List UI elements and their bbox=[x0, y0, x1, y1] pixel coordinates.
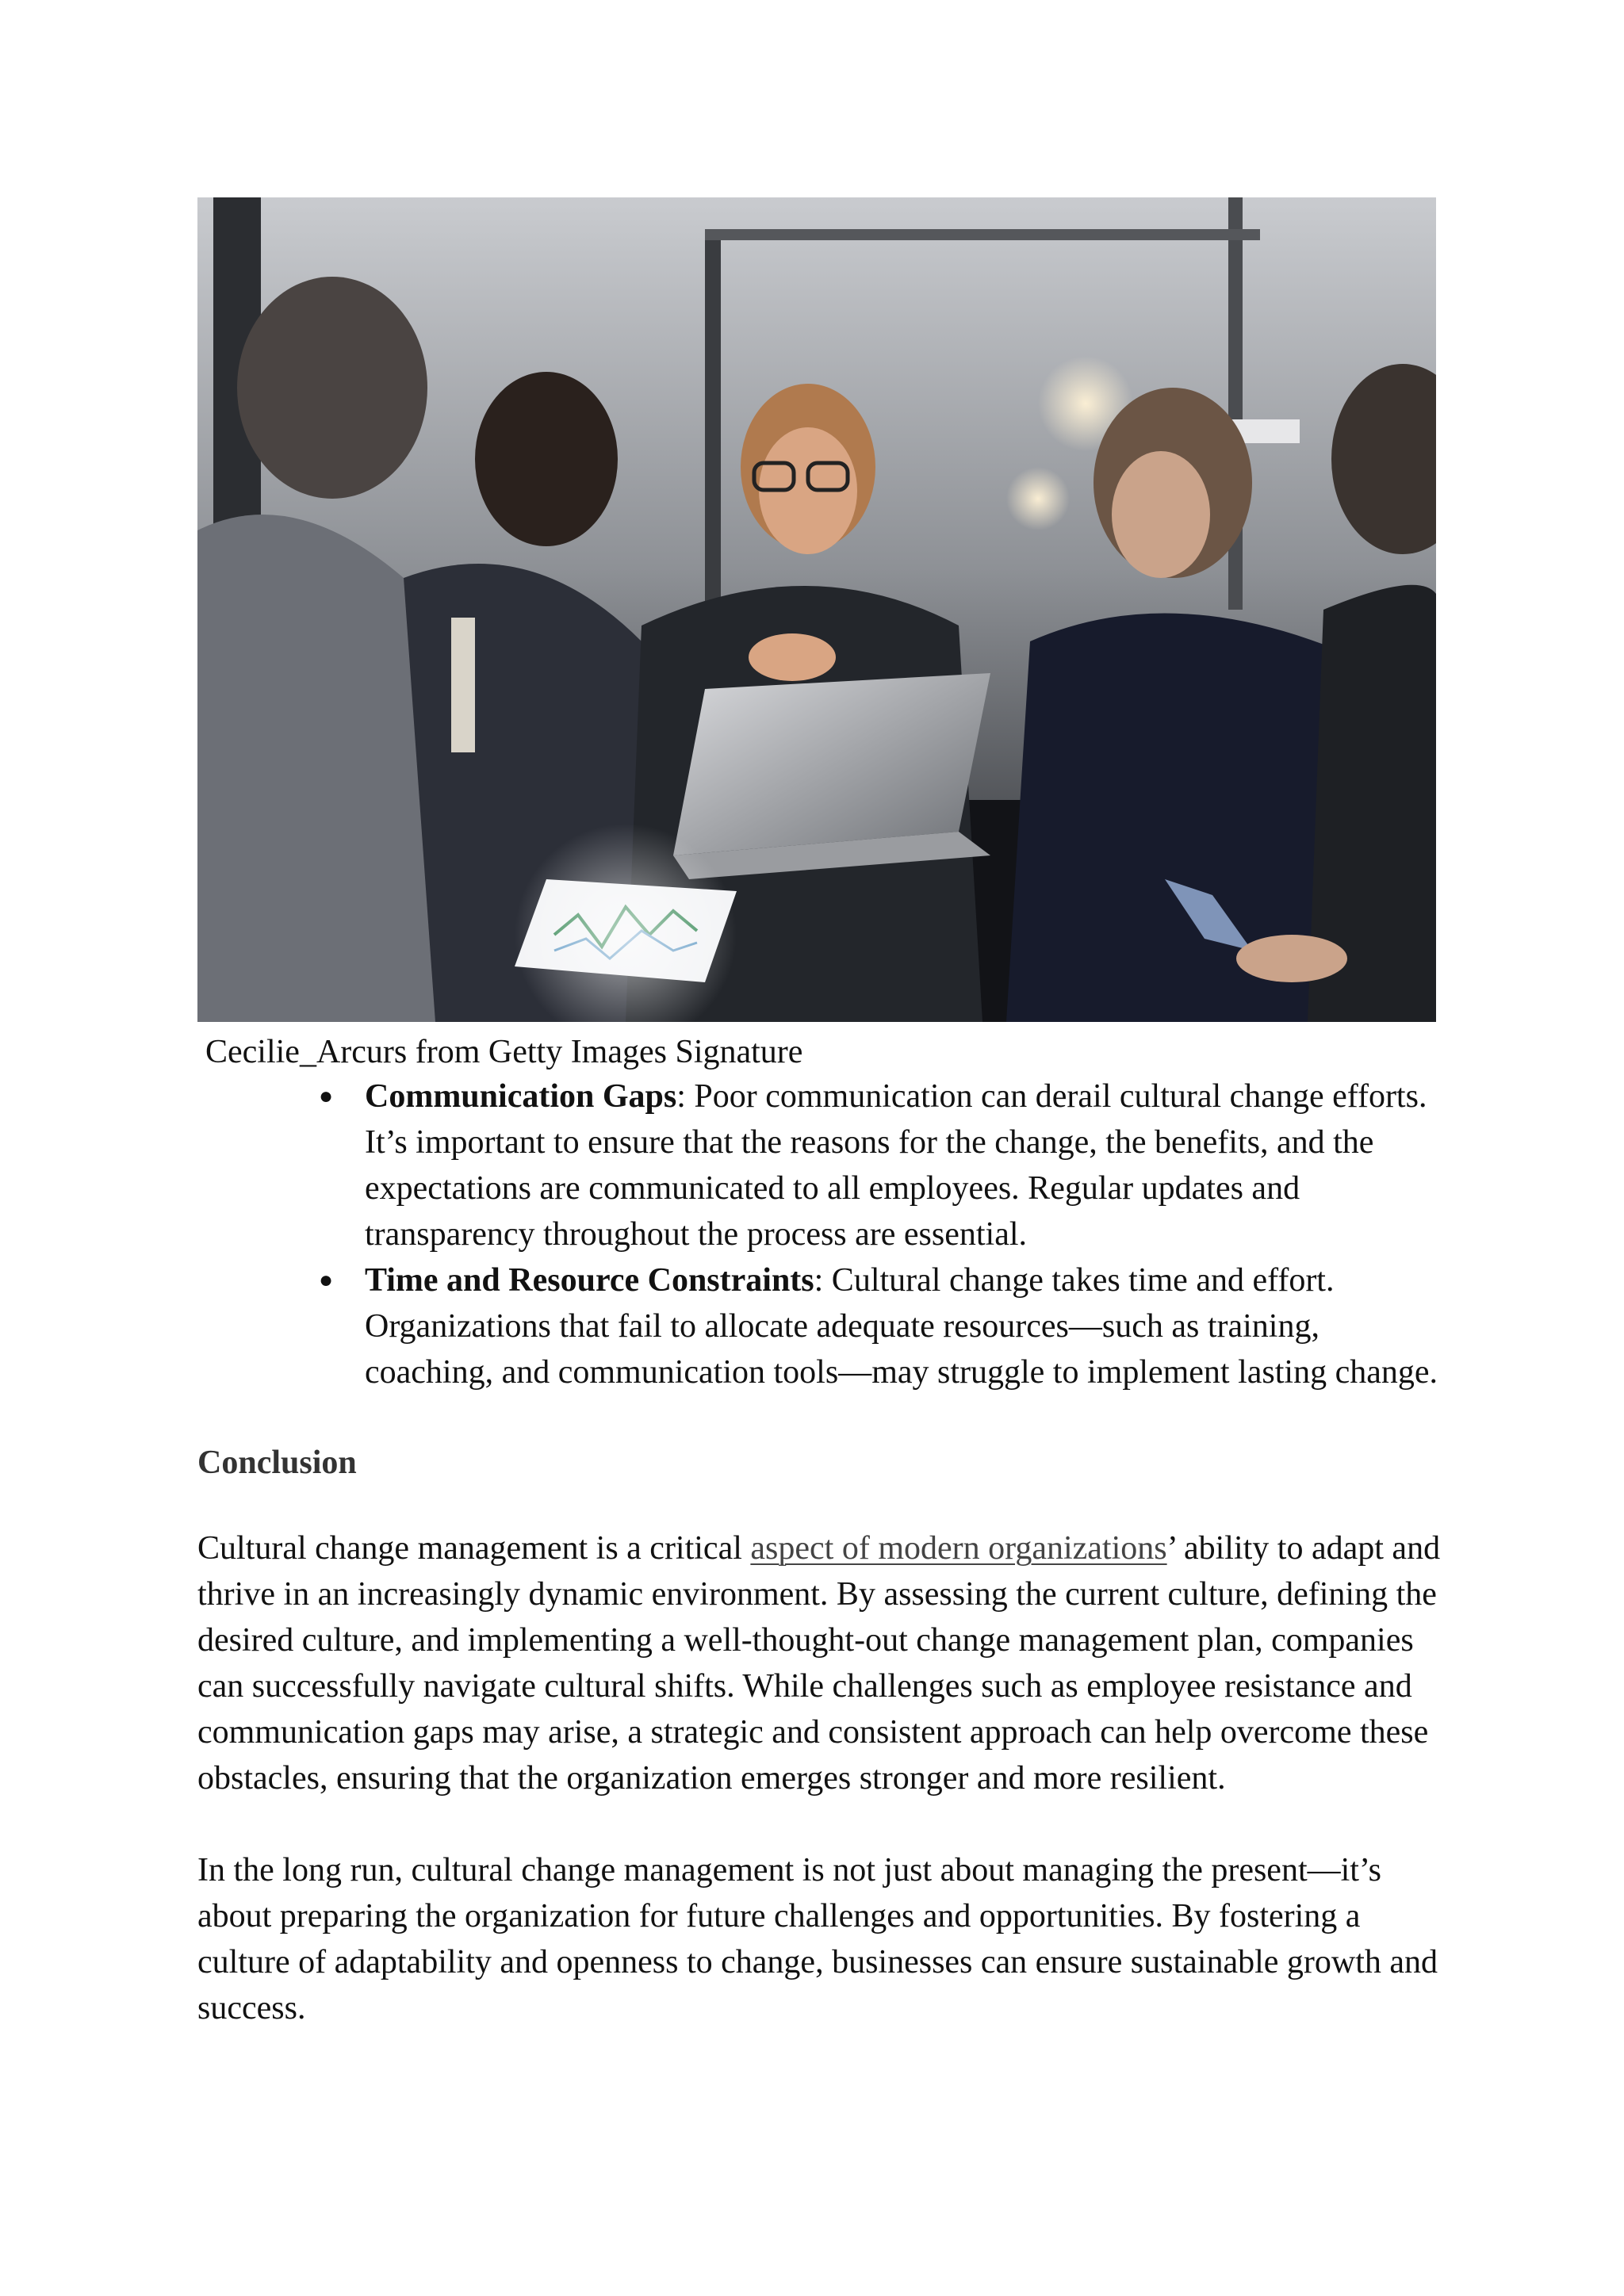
list-item bbox=[319, 1257, 1451, 1395]
paragraph-text: ’ ability to adapt and thrive in an increasingly dynamic environment. By assessing the current culture, defining the desired culture, and implementing a well-thought-out change management plan, companies can successfully navigate cultural shifts. While challenges such as employee resistance and communication gaps may arise, a strategic and consistent approach can help overcome these obstacles, ensuring that the organization emerges stronger and more resilient. bbox=[197, 1530, 1441, 1797]
conclusion-heading: Conclusion bbox=[197, 1445, 357, 1481]
bullet-text: : Cultural change takes time and effort. Organizations that fail to allocate adequate resources—such as training, coaching, and communication tools—may struggle to implement lasting change. bbox=[365, 1262, 1438, 1391]
conclusion-paragraph-1 bbox=[197, 1525, 1450, 1801]
bullet-term: Communication Gaps bbox=[365, 1078, 677, 1115]
paragraph-text: Cultural change management is a critical bbox=[197, 1530, 751, 1567]
modern-organizations-link[interactable]: aspect of modern organizations bbox=[750, 1530, 1167, 1567]
bullet-icon: ● bbox=[319, 1083, 334, 1109]
bullet-term: Time and Resource Constraints bbox=[365, 1262, 814, 1299]
list-item bbox=[319, 1073, 1451, 1257]
image-credit: Cecilie_Arcurs from Getty Images Signature bbox=[205, 1034, 803, 1070]
bullet-list bbox=[319, 1073, 1451, 1395]
conclusion-paragraph-2: In the long run, cultural change management is not just about managing the present—it’s about preparing the organization for future challenges and opportunities. By fostering a culture of adaptability and openness to change, businesses can ensure sustainable growth and success. bbox=[197, 1852, 1438, 2026]
bullet-icon: ● bbox=[319, 1267, 334, 1293]
bullet-text: : Poor communication can derail cultural change efforts. It’s important to ensure that the reasons for the change, the benefits, and the expectations are communicated to all employees. Regular updates and transparency throughout the process are essential. bbox=[365, 1078, 1427, 1253]
team-meeting-photo bbox=[197, 197, 1436, 1022]
photo-illustration bbox=[197, 197, 1436, 1022]
